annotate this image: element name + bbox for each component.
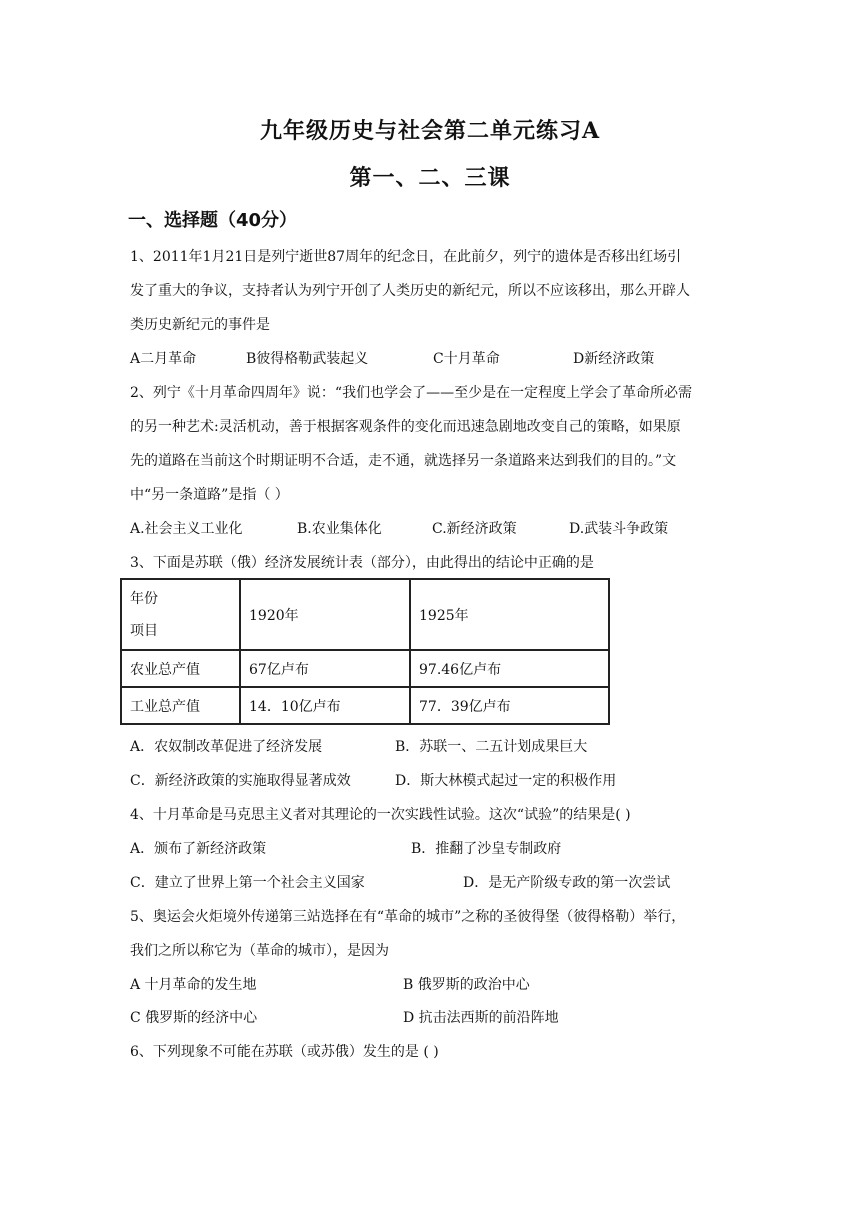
q2-option-a: A.社会主义工业化: [130, 521, 243, 537]
q5-option-a: A 十月革命的发生地: [130, 977, 257, 993]
q1-option-c: C十月革命: [433, 351, 500, 367]
table-header-row: [121, 579, 609, 650]
row-label-agriculture: 农业总产值: [121, 650, 240, 687]
corner-year-label: 年份: [130, 590, 158, 607]
col-header-1925: 1925年: [410, 579, 609, 650]
table-row: [121, 650, 609, 687]
q2-option-b: B.农业集体化: [297, 521, 382, 537]
q1-line-3: 类历史新纪元的事件是: [130, 317, 270, 333]
q1-line-2: 发了重大的争议，支持者认为列宁开创了人类历史的新纪元，所以不应该移出，那么开辟人: [130, 283, 690, 299]
q5-option-b: B 俄罗斯的政治中心: [403, 977, 530, 993]
q2-option-c: C.新经济政策: [432, 521, 517, 537]
q4-stem: 4、十月革命是马克思主义者对其理论的一次实践性试验。这次“试验”的结果是( ): [130, 807, 631, 823]
q1-option-d: D新经济政策: [573, 351, 655, 367]
q2-line-4: 中“另一条道路”是指（ ）: [130, 487, 289, 503]
q5-line-1: 5、奥运会火炬境外传递第三站选择在有“革命的城市”之称的圣彼得堡（彼得格勒）举行，: [130, 909, 686, 925]
table-row: [121, 687, 609, 724]
cell-industry-1925: 77．39亿卢布: [410, 687, 609, 724]
q4-option-c: C．建立了世界上第一个社会主义国家: [130, 875, 365, 891]
economic-statistics-table: [120, 578, 610, 725]
q3-stem: 3、下面是苏联（俄）经济发展统计表（部分），由此得出的结论中正确的是: [130, 555, 594, 571]
section-heading: 一、选择题（40分）: [128, 210, 298, 231]
cell-agriculture-1920: 67亿卢布: [240, 650, 410, 687]
document-subtitle: 第一、二、三课: [349, 165, 511, 191]
corner-item-label: 项目: [130, 622, 158, 639]
q4-option-d: D．是无产阶级专政的第一次尝试: [463, 875, 671, 891]
q5-line-2: 我们之所以称它为（革命的城市），是因为: [130, 943, 389, 959]
q3-option-a: A．农奴制改革促进了经济发展: [130, 739, 323, 755]
q1-line-1: 1、2011年1月21日是列宁逝世87周年的纪念日，在此前夕，列宁的遗体是否移出红场引: [130, 249, 682, 265]
q3-option-b: B．苏联一、二五计划成果巨大: [395, 739, 588, 755]
cell-agriculture-1925: 97.46亿卢布: [410, 650, 609, 687]
q2-line-1: 2、列宁《十月革命四周年》说：“我们也学会了——至少是在一定程度上学会了革命所必需: [130, 385, 693, 401]
q3-option-c: C．新经济政策的实施取得显著成效: [130, 773, 351, 789]
q4-option-b: B．推翻了沙皇专制政府: [411, 841, 562, 857]
q6-stem: 6、下列现象不可能在苏联（或苏俄）发生的是 ( ): [130, 1044, 439, 1060]
document-title: 九年级历史与社会第二单元练习A: [259, 118, 601, 144]
table-corner-cell: [121, 579, 240, 650]
q2-line-2: 的另一种艺术:灵活机动，善于根据客观条件的变化而迅速急剧地改变自己的策略，如果原: [130, 419, 681, 435]
row-label-industry: 工业总产值: [121, 687, 240, 724]
q3-option-d: D．斯大林模式起过一定的积极作用: [395, 773, 617, 789]
q1-option-b: B彼得格勒武装起义: [246, 351, 369, 367]
cell-industry-1920: 14．10亿卢布: [240, 687, 410, 724]
q1-option-a: A二月革命: [130, 351, 197, 367]
q5-option-d: D 抗击法西斯的前沿阵地: [403, 1010, 559, 1026]
q5-option-c: C 俄罗斯的经济中心: [130, 1010, 258, 1026]
col-header-1920: 1920年: [240, 579, 410, 650]
q2-line-3: 先的道路在当前这个时期证明不合适，走不通，就选择另一条道路来达到我们的目的。”文: [130, 453, 677, 469]
q2-option-d: D.武装斗争政策: [569, 521, 669, 537]
q4-option-a: A．颁布了新经济政策: [130, 841, 267, 857]
